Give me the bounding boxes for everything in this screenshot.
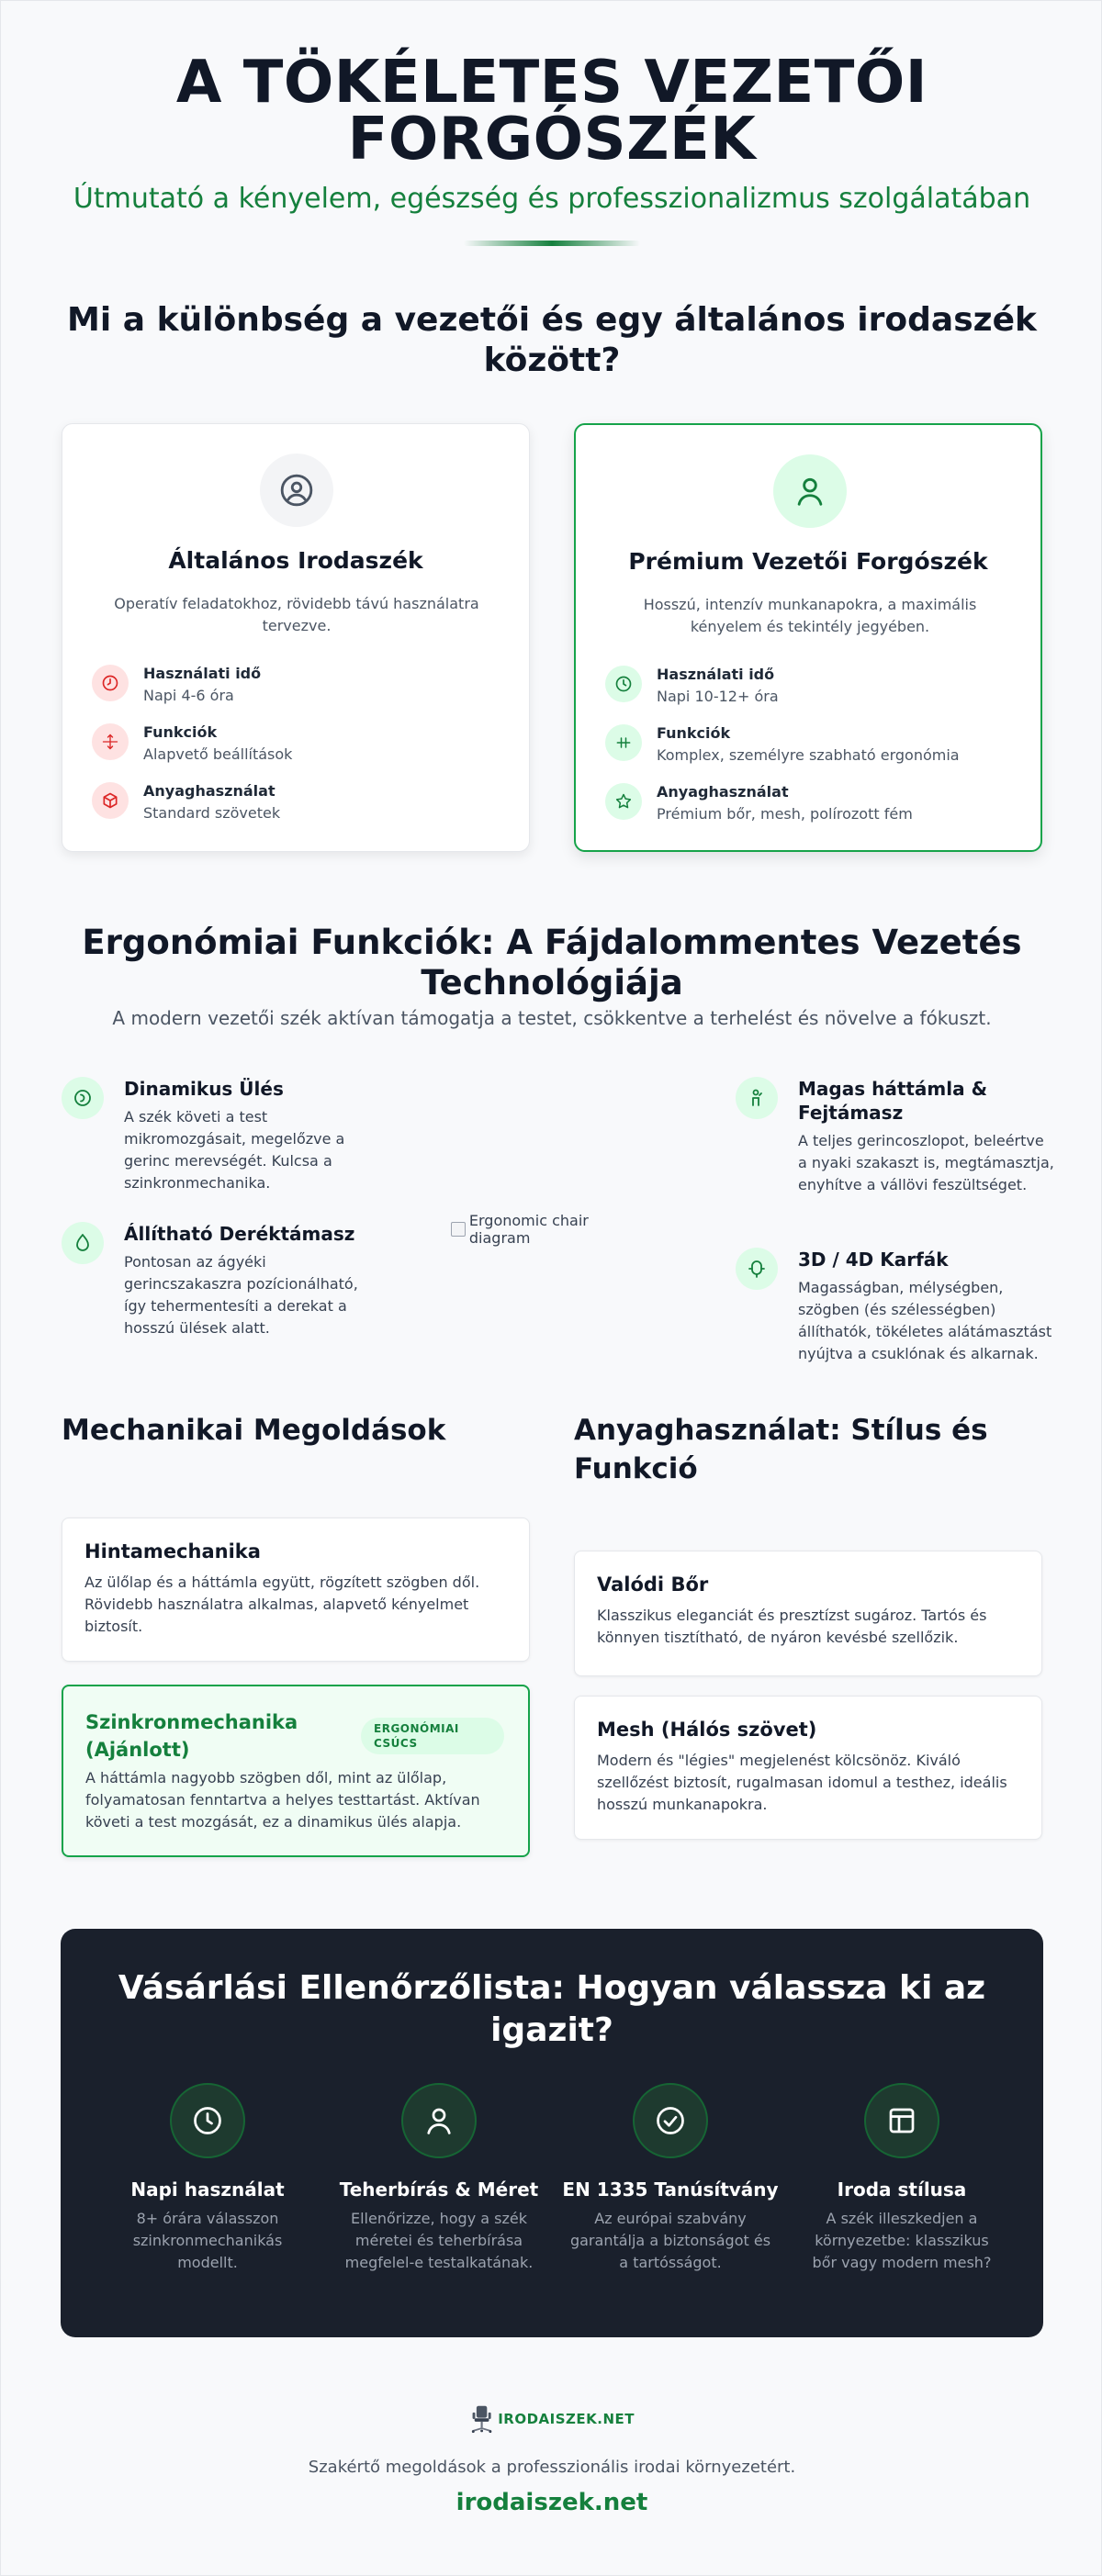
material-card: [574, 1551, 1042, 1676]
mechanism-card: [62, 1518, 530, 1662]
checklist-step: [97, 2083, 318, 2274]
office-chair-logo-icon: [469, 2399, 494, 2439]
page-title: A TÖKÉLETES VEZETŐI FORGÓSZÉK: [175, 49, 928, 174]
user-circle-icon: [260, 454, 333, 527]
mechanism-text: A háttámla nagyobb szögben dől, mint az ülőlap, folyamatosan fenntartva a helyes testtartást. Aktívan követi a test mozgását, ez a dinamikus ülés alapja.: [85, 1769, 480, 1831]
feature-row: [605, 666, 1018, 711]
ergonomic-feature: [62, 1077, 374, 1205]
ergonomic-feature-title: Magas háttámla & Fejtámasz: [798, 1078, 988, 1124]
clock-icon: [92, 665, 129, 701]
mechanism-title: Szinkronmechanika (Ajánlott): [85, 1711, 298, 1761]
layout-icon: [864, 2083, 939, 2158]
footer-website-link[interactable]: irodaiszek.net: [455, 2489, 648, 2516]
star-icon: [605, 783, 642, 820]
material-text: Klasszikus eleganciát és presztízst sugároz. Tartós és könnyen tisztítható, de nyáron kevésbé szellőzik.: [597, 1607, 987, 1646]
checklist-step: [329, 2083, 549, 2274]
feature-value: Alapvető beállítások: [143, 745, 293, 763]
recommended-badge: ERGONÓMIAI CSÚCS: [361, 1718, 504, 1754]
feature-row: [92, 665, 505, 711]
ergonomic-feature: [62, 1222, 374, 1350]
feature-label: Funkciók: [143, 723, 218, 741]
feature-label: Használati idő: [143, 665, 262, 682]
feature-label: Anyaghasználat: [143, 782, 276, 800]
feature-row: [605, 783, 1018, 829]
material-card: [574, 1696, 1042, 1840]
feature-value: Prémium bőr, mesh, polírozott fém: [657, 805, 913, 823]
move-icon: [92, 723, 129, 760]
ergonomics-heading: Ergonómiai Funkciók: A Fájdalommentes Vezetés Technológiája: [82, 923, 1022, 1002]
ergonomic-chair-diagram: [451, 1212, 653, 1247]
feature-row: [92, 782, 505, 828]
lumbar-icon: [62, 1222, 104, 1264]
ergonomic-feature: [736, 1248, 1052, 1394]
feature-row: [605, 724, 1018, 770]
materials-heading: Anyaghasználat: Stílus és Funkció: [574, 1414, 988, 1485]
ergonomic-feature-title: Állítható Deréktámasz: [124, 1223, 355, 1245]
footer-tagline: Szakértő megoldások a professzionális irodai környezetért.: [308, 2458, 796, 2477]
dynamic-seat-icon: [62, 1077, 104, 1119]
standard-card-title: Általános Irodaszék: [168, 547, 423, 574]
standard-card-description: Operatív feladatokhoz, rövidebb távú használatra tervezve.: [114, 595, 479, 634]
checklist-panel: [61, 1929, 1043, 2337]
checklist-step-title: Napi használat: [130, 2178, 285, 2201]
feature-label: Funkciók: [657, 724, 731, 742]
clock-icon: [605, 666, 642, 702]
checklist-step-text: A szék illeszkedjen a környezetbe: klasszikus bőr vagy modern mesh?: [812, 2210, 992, 2271]
premium-chair-card: [574, 423, 1042, 852]
material-title: Mesh (Hálós szövet): [597, 1719, 817, 1741]
mechanism-title: Hintamechanika: [84, 1540, 261, 1562]
premium-card-description: Hosszú, intenzív munkanapokra, a maximális kényelem és tekintély jegyében.: [643, 596, 977, 635]
material-title: Valódi Bőr: [597, 1574, 709, 1596]
premium-card-title: Prémium Vezetői Forgószék: [628, 548, 988, 575]
material-text: Modern és "légies" megjelenést kölcsönöz. Kiváló szellőzést biztosít, rugalmasan idomul a testhez, ideális hosszú munkanapokra.: [597, 1752, 1007, 1813]
diagram-alt-text: Ergonomic chair diagram: [468, 1212, 589, 1247]
page-subtitle: Útmutató a kényelem, egészség és professzionalizmus szolgálatában: [73, 183, 1031, 215]
ergonomic-feature-title: 3D / 4D Karfák: [798, 1249, 949, 1271]
ergonomic-feature-text: A szék követi a test mikromozgásait, megelőzve a gerinc merevségét. Kulcsa a szinkronmechanika.: [124, 1108, 345, 1192]
user-icon: [401, 2083, 477, 2158]
ergonomic-feature-text: Magasságban, mélységben, szögben (és szélességben) állíthatók, tökéletes alátámasztást nyújtva a csuklónak és alkarnak.: [798, 1279, 1052, 1362]
adjust-icon: [605, 724, 642, 761]
ergonomics-subheading: A modern vezetői szék aktívan támogatja a testet, csökkentve a terhelést és növelve a fókuszt.: [112, 1007, 992, 1029]
ergonomic-feature-text: Pontosan az ágyéki gerincszakaszra pozícionálható, így tehermentesíti a derekat a hosszú ülések alatt.: [124, 1253, 358, 1337]
checklist-step-text: Az európai szabvány garantálja a biztonságot és a tartósságot.: [569, 2210, 771, 2271]
user-icon: [773, 454, 847, 528]
checklist-step: [560, 2083, 781, 2274]
title-divider: [464, 241, 640, 246]
mechanics-heading: Mechanikai Megoldások: [62, 1414, 446, 1447]
ergonomic-feature-title: Dinamikus Ülés: [124, 1078, 284, 1100]
logo-text: IRODAISZEK.NET: [498, 2411, 635, 2427]
checklist-step-text: 8+ órára válasszon szinkronmechanikás modellt.: [132, 2210, 283, 2271]
standard-chair-card: [62, 423, 530, 852]
feature-value: Komplex, személyre szabható ergonómia: [657, 746, 960, 764]
headrest-icon: [736, 1077, 778, 1119]
feature-row: [92, 723, 505, 769]
checklist-heading: Vásárlási Ellenőrzőlista: Hogyan válassza ki az igazit?: [118, 1969, 986, 2049]
feature-value: Napi 4-6 óra: [143, 687, 234, 704]
mechanism-card-recommended: [62, 1685, 530, 1857]
feature-label: Anyaghasználat: [657, 783, 789, 801]
site-logo[interactable]: [469, 2397, 635, 2441]
check-circle-icon: [633, 2083, 708, 2158]
armrest-icon: [736, 1248, 778, 1290]
checklist-step-title: EN 1335 Tanúsítvány: [562, 2178, 779, 2201]
checklist-step-text: Ellenőrizze, hogy a szék méretei és teherbírása megfelel-e testalkatának.: [344, 2210, 534, 2271]
broken-image-icon: [451, 1222, 466, 1237]
checklist-step-title: Teherbírás & Méret: [339, 2178, 539, 2201]
checklist-step-title: Iroda stílusa: [837, 2178, 967, 2201]
feature-value: Napi 10-12+ óra: [657, 688, 779, 705]
checklist-step: [792, 2083, 1012, 2274]
ergonomic-feature-text: A teljes gerincoszlopot, beleértve a nyaki szakaszt is, megtámasztja, enyhítve a vállövi feszültséget.: [798, 1132, 1054, 1193]
mechanism-text: Az ülőlap és a háttámla együtt, rögzített szögben dől. Rövidebb használatra alkalmas, alapvető kényelmet biztosít.: [84, 1574, 480, 1635]
feature-label: Használati idő: [657, 666, 775, 683]
box-icon: [92, 782, 129, 819]
ergonomic-feature: [736, 1077, 1054, 1224]
feature-value: Standard szövetek: [143, 804, 281, 822]
comparison-heading: Mi a különbség a vezetői és egy általános irodaszék között?: [67, 301, 1037, 379]
clock-icon: [170, 2083, 245, 2158]
